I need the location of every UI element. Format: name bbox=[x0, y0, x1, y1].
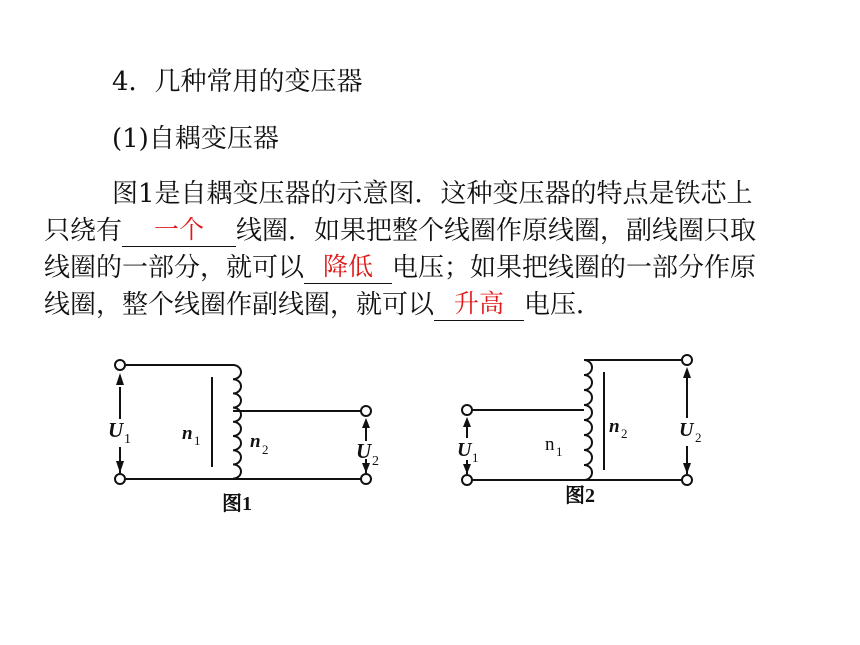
label-n1: n bbox=[545, 434, 555, 455]
terminal bbox=[115, 474, 125, 484]
text-segment: 线圈的一部分，就可以 bbox=[44, 253, 305, 283]
arrowhead bbox=[116, 461, 124, 473]
answer-blank-2 bbox=[304, 253, 392, 284]
section-heading: 4．几种常用的变压器 bbox=[112, 67, 363, 97]
figure-2-autotransformer bbox=[455, 350, 705, 515]
label-u2: U bbox=[679, 419, 694, 441]
label-u1-sub: 1 bbox=[124, 432, 131, 447]
terminal bbox=[361, 406, 371, 416]
arrowhead bbox=[683, 367, 691, 378]
label-u1: U bbox=[457, 439, 472, 461]
paragraph-line-4 bbox=[44, 290, 602, 321]
text-segment: 电压；如果把线圈的一部分作原 bbox=[392, 253, 757, 283]
text-segment: 线圈，整个线圈作副线圈，就可以 bbox=[44, 290, 435, 320]
terminal bbox=[462, 405, 472, 415]
terminal bbox=[115, 360, 125, 370]
terminal bbox=[462, 475, 472, 485]
figure-caption: 图2 bbox=[565, 485, 595, 507]
label-n1: n bbox=[182, 423, 193, 444]
label-n1-sub: 1 bbox=[556, 444, 563, 459]
subsection-heading: (1)自耦变压器 bbox=[112, 124, 279, 154]
answer-one: 一个 bbox=[154, 215, 205, 244]
answer-blank-3 bbox=[434, 290, 524, 321]
answer-blank-1 bbox=[122, 216, 236, 247]
coil bbox=[233, 365, 241, 479]
label-n1-sub: 1 bbox=[194, 433, 201, 448]
label-u1-sub: 1 bbox=[472, 450, 479, 465]
text-segment: 线圈．如果把整个线圈作原线圈，副线圈只取 bbox=[236, 216, 757, 246]
arrowhead bbox=[683, 463, 691, 474]
label-u1: U bbox=[108, 418, 124, 442]
paragraph-line-2 bbox=[44, 216, 756, 247]
paragraph-line-1: 图1是自耦变压器的示意图．这种变压器的特点是铁芯上 bbox=[112, 179, 753, 209]
arrowhead bbox=[362, 418, 370, 428]
label-u2-sub: 2 bbox=[695, 430, 702, 445]
terminal bbox=[682, 475, 692, 485]
text-segment: 只绕有 bbox=[44, 216, 123, 246]
paragraph-line-3 bbox=[44, 253, 756, 284]
terminal bbox=[682, 355, 692, 365]
arrowhead bbox=[463, 417, 471, 427]
label-n2-sub: 2 bbox=[262, 442, 269, 457]
label-n2: n bbox=[609, 416, 620, 437]
text-segment: 电压． bbox=[524, 290, 603, 320]
label-u2: U bbox=[356, 439, 372, 463]
figure-1-autotransformer bbox=[100, 355, 390, 520]
answer-three: 升高 bbox=[454, 289, 505, 318]
label-n2: n bbox=[250, 431, 261, 452]
label-n2-sub: 2 bbox=[621, 426, 628, 441]
arrowhead bbox=[116, 373, 124, 385]
answer-two: 降低 bbox=[323, 252, 374, 281]
coil bbox=[584, 360, 592, 480]
figure-caption: 图1 bbox=[222, 493, 252, 515]
terminal bbox=[361, 474, 371, 484]
arrowhead bbox=[463, 464, 471, 474]
label-u2-sub: 2 bbox=[372, 454, 379, 469]
arrowhead bbox=[362, 463, 370, 473]
